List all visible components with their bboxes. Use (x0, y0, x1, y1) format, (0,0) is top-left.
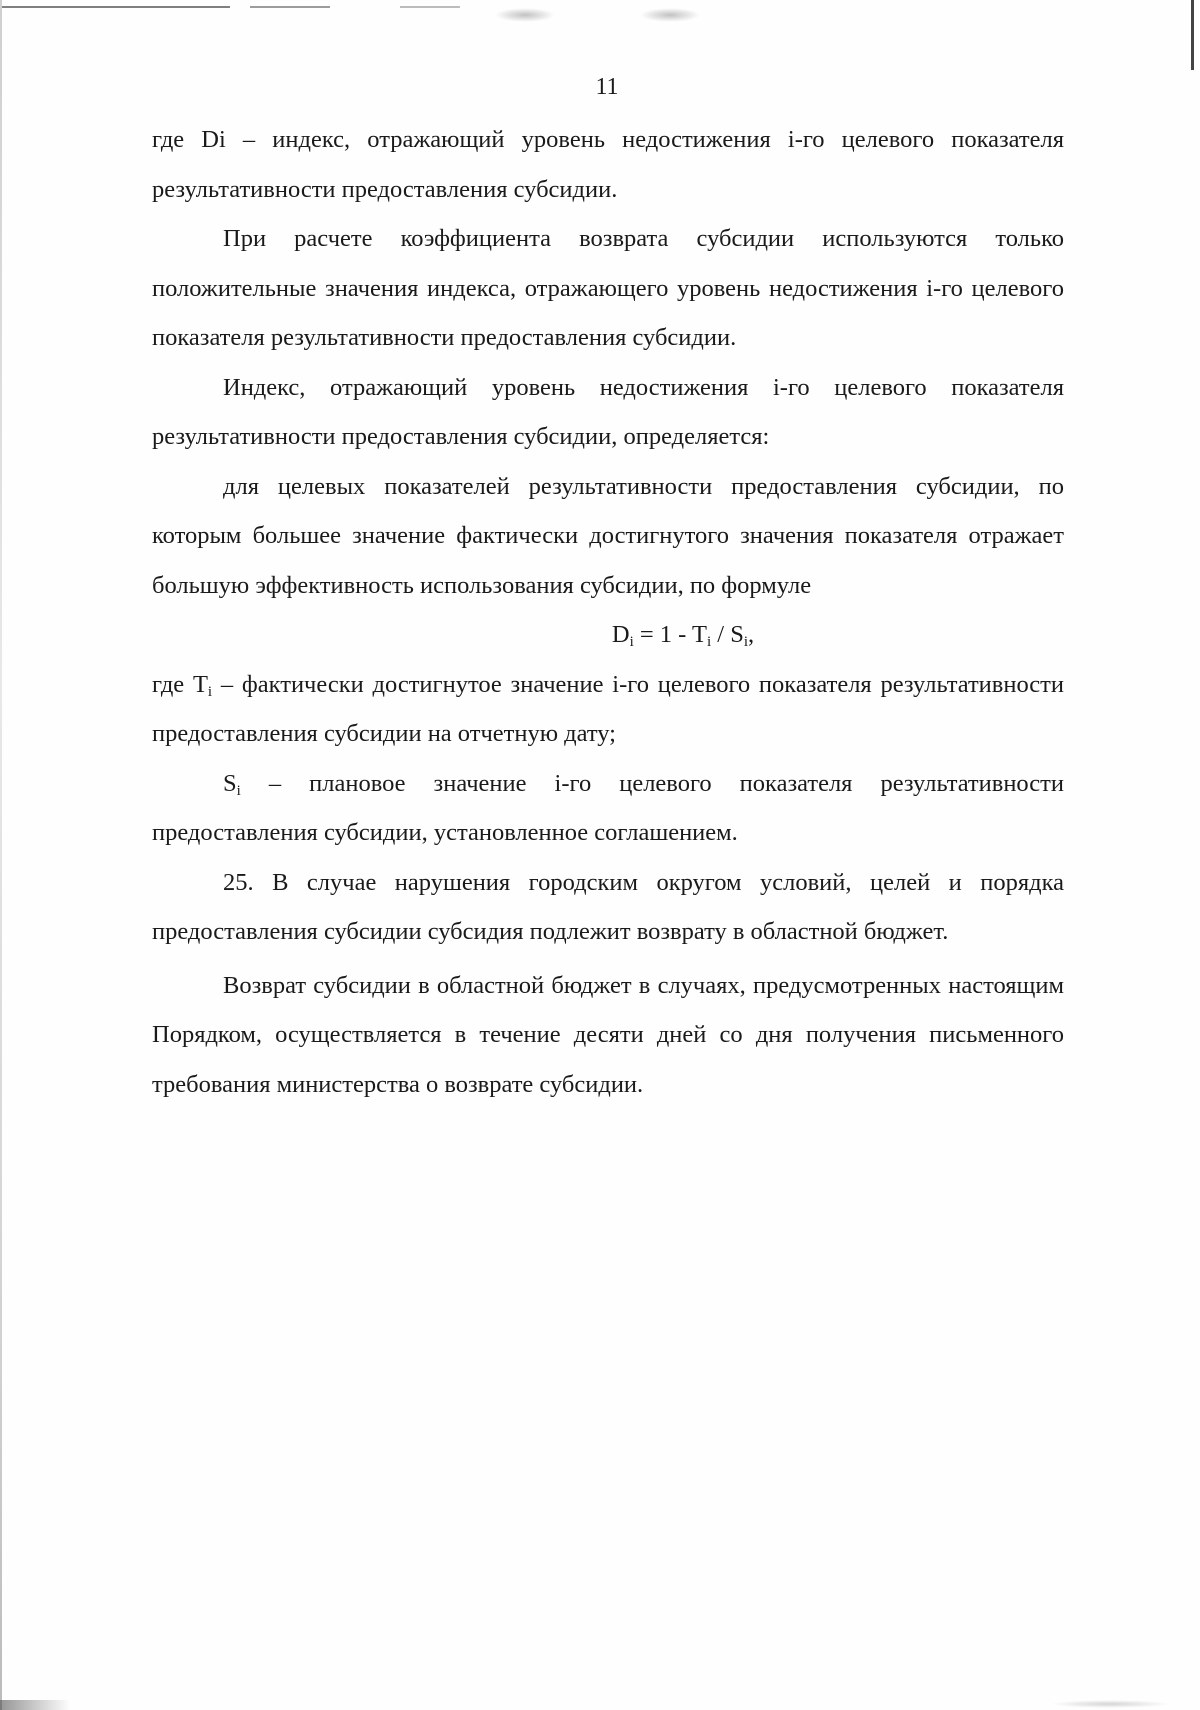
si-subscript: i (236, 782, 241, 799)
ti-subscript: i (207, 683, 213, 700)
scan-right-edge-mark (1191, 0, 1194, 70)
paragraph-di-definition: где Di – индекс, отражающий уровень недостижения i-го целевого показателя результативности предоставления субсидии. (152, 126, 1064, 203)
scan-smudge (495, 8, 555, 22)
scan-smudge (640, 8, 700, 22)
formula-s-subscript: i (743, 634, 749, 650)
si-rest: – плановое значение i-го целевого показателя результативности предоставления субсидии, установленное соглашением. (152, 769, 1064, 846)
scan-corner-mark (1050, 1700, 1170, 1708)
formula-div: / S (711, 621, 744, 648)
paragraph-index-definition: Индекс, отражающий уровень недостижения i-го целевого показателя результативности предоставления субсидии, определяется: (152, 373, 1064, 450)
scan-artifact-top-line (0, 6, 1200, 8)
formula-d-subscript: i (629, 634, 634, 650)
si-lead: S (223, 769, 237, 797)
paragraph-si-definition (152, 759, 1064, 858)
scan-left-edge (0, 0, 2, 1710)
page-number: 11 (595, 74, 619, 100)
body-text (152, 115, 1064, 1109)
ti-rest: – фактически достигнутое значение i-го целевого показателя результативности предоставления субсидии на отчетную дату; (152, 670, 1064, 747)
scan-corner-mark (0, 1700, 70, 1710)
paragraph-formula-intro: для целевых показателей результативности предоставления субсидии, по которым большее значение фактически достигнутого значения показателя отражает большую эффективность использования субсидии, по формуле (152, 472, 1064, 599)
paragraph-return-procedure: Возврат субсидии в областной бюджет в случаях, предусмотренных настоящим Порядком, осуществляется в течение десяти дней со дня получения письменного требования министерства о возврате субсидии. (152, 971, 1064, 1098)
paragraph-item-25: 25. В случае нарушения городским округом условий, целей и порядка предоставления субсидии субсидия подлежит возврату в областной бюджет. (152, 868, 1064, 945)
formula-mid: = 1 - T (633, 621, 707, 648)
formula-d: D (611, 621, 630, 648)
paragraph-positive-values: При расчете коэффициента возврата субсидии используются только положительные значения индекса, отражающего уровень недостижения i-го целевого показателя результативности предоставления субсидии. (152, 225, 1064, 351)
formula-t-subscript: i (706, 634, 712, 650)
formula-end: , (748, 621, 755, 648)
paragraph-ti-definition (152, 660, 1064, 759)
formula (152, 610, 1064, 660)
ti-lead: где T (152, 670, 208, 698)
